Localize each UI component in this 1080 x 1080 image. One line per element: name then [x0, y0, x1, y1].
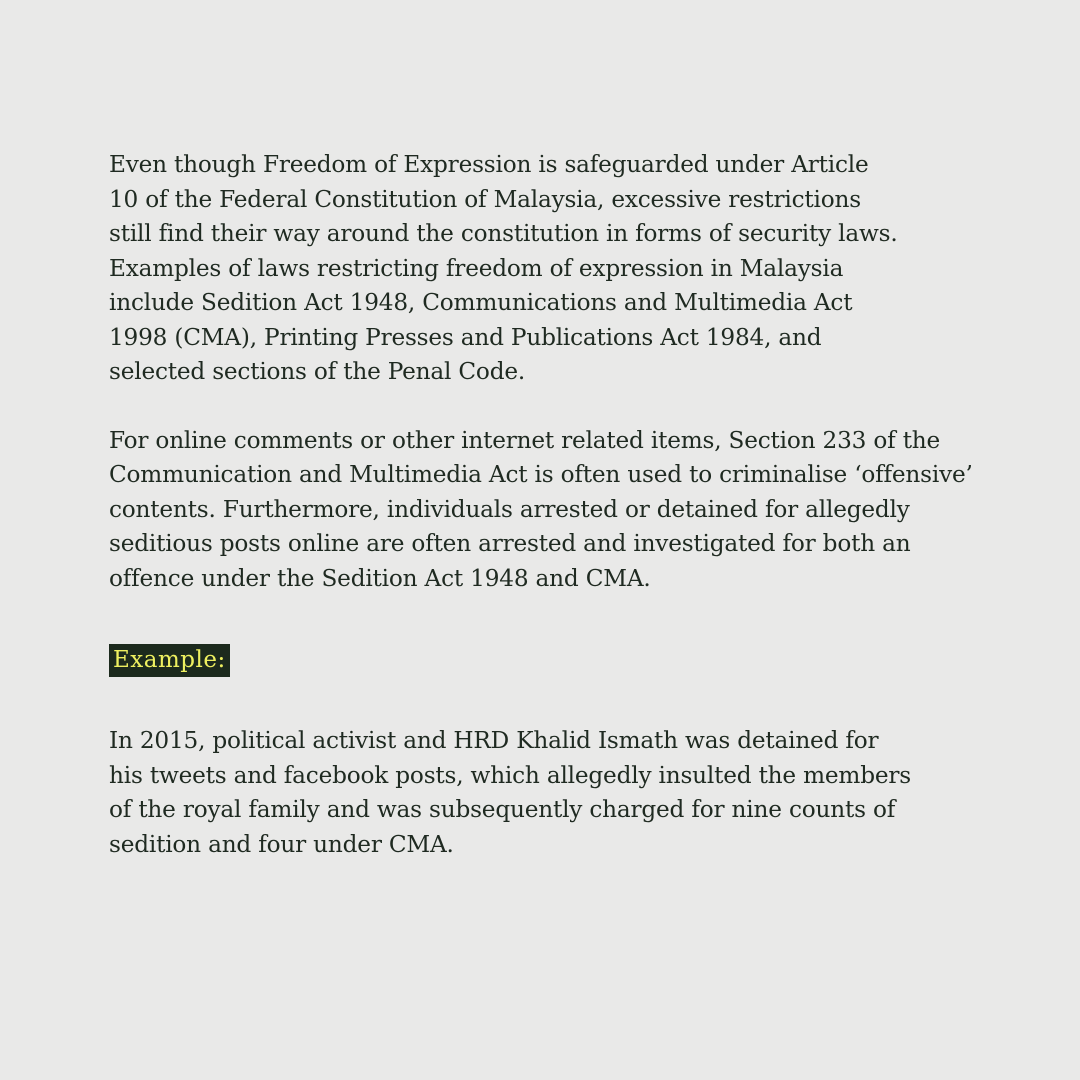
example-label-row	[109, 644, 1009, 684]
example-paragraph: In 2015, political activist and HRD Khalid Ismath was detained for his tweets and facebook posts, which allegedly insulted the members of the royal family and was subsequently charged for nine counts of sedition and four under CMA.	[109, 727, 911, 858]
example-label: Example:	[109, 644, 230, 677]
intro-paragraph: Even though Freedom of Expression is safeguarded under Article 10 of the Federal Constitution of Malaysia, excessive restrictions still find their way around the constitution in forms of security laws. Examples of laws restricting freedom of expression in Malaysia include Sedition Act 1948, Communications and Multimedia Act 1998 (CMA), Printing Presses and Publications Act 1984, and selected sections of the Penal Code.	[109, 151, 898, 385]
article-body	[109, 148, 1009, 862]
online-laws-paragraph: For online comments or other internet related items, Section 233 of the Communication and Multimedia Act is often used to criminalise ‘offensive’ contents. Furthermore, individuals arrested or detained for allegedly seditious posts online are often arrested and investigated for both an offence under the Sedition Act 1948 and CMA.	[109, 426, 973, 592]
